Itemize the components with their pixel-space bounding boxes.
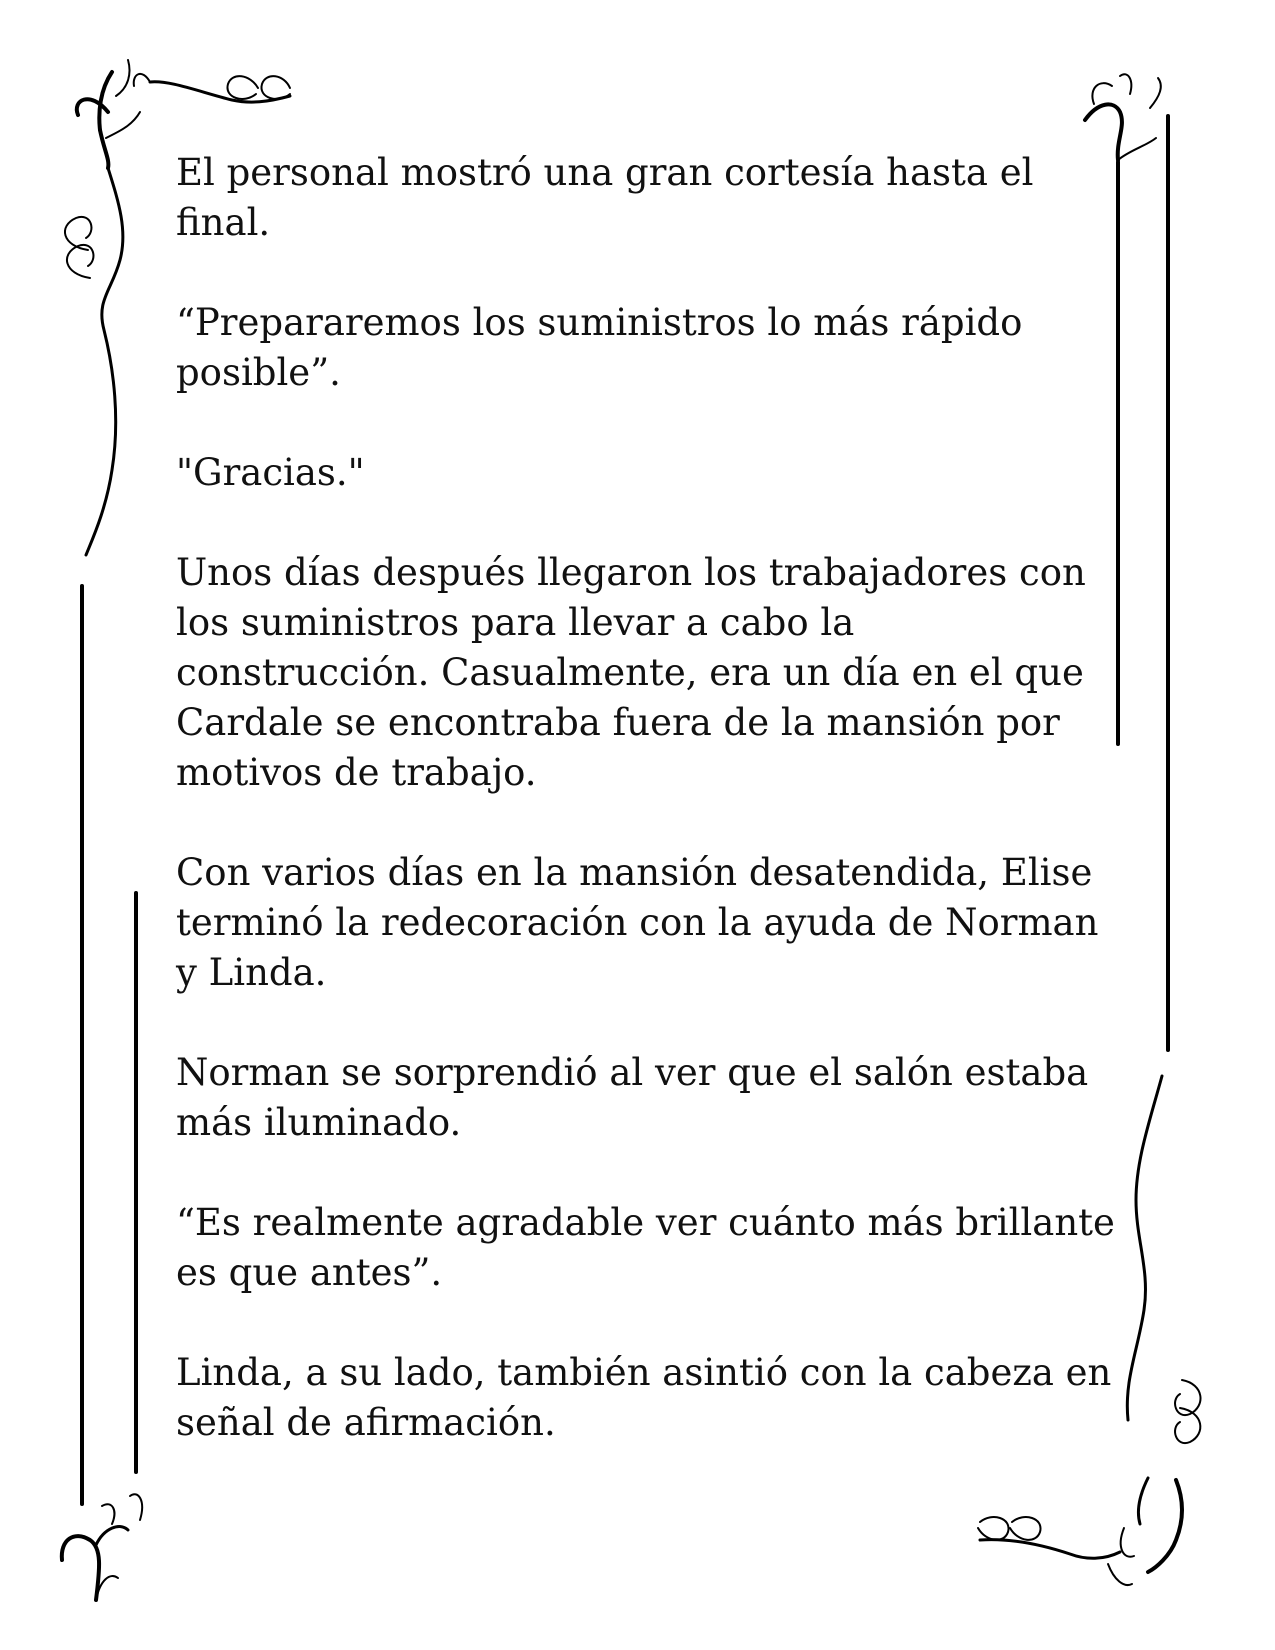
paragraph: “Prepararemos los suministros lo más rápido posible”.	[176, 301, 1023, 394]
story-text	[176, 148, 1116, 1448]
paragraph: Con varios días en la mansión desatendida, Elise terminó la redecoración con la ayuda de Norman y Linda.	[176, 851, 1099, 994]
paragraph: “Es realmente agradable ver cuánto más brillante es que antes”.	[176, 1201, 1115, 1294]
flourish-bottom-left	[62, 1494, 142, 1600]
paragraph: Norman se sorprendió al ver que el salón estaba más iluminado.	[176, 1051, 1089, 1144]
paragraph: "Gracias."	[176, 451, 365, 494]
paragraph: Linda, a su lado, también asintió con la cabeza en señal de afirmación.	[176, 1351, 1112, 1444]
paragraph: Unos días después llegaron los trabajadores con los suministros para llevar a cabo la construcción. Casualmente, era un día en el que Cardale se encontraba fuera de la mansión por motivos de trabajo.	[176, 551, 1086, 794]
paragraph: El personal mostró una gran cortesía hasta el final.	[176, 151, 1034, 244]
